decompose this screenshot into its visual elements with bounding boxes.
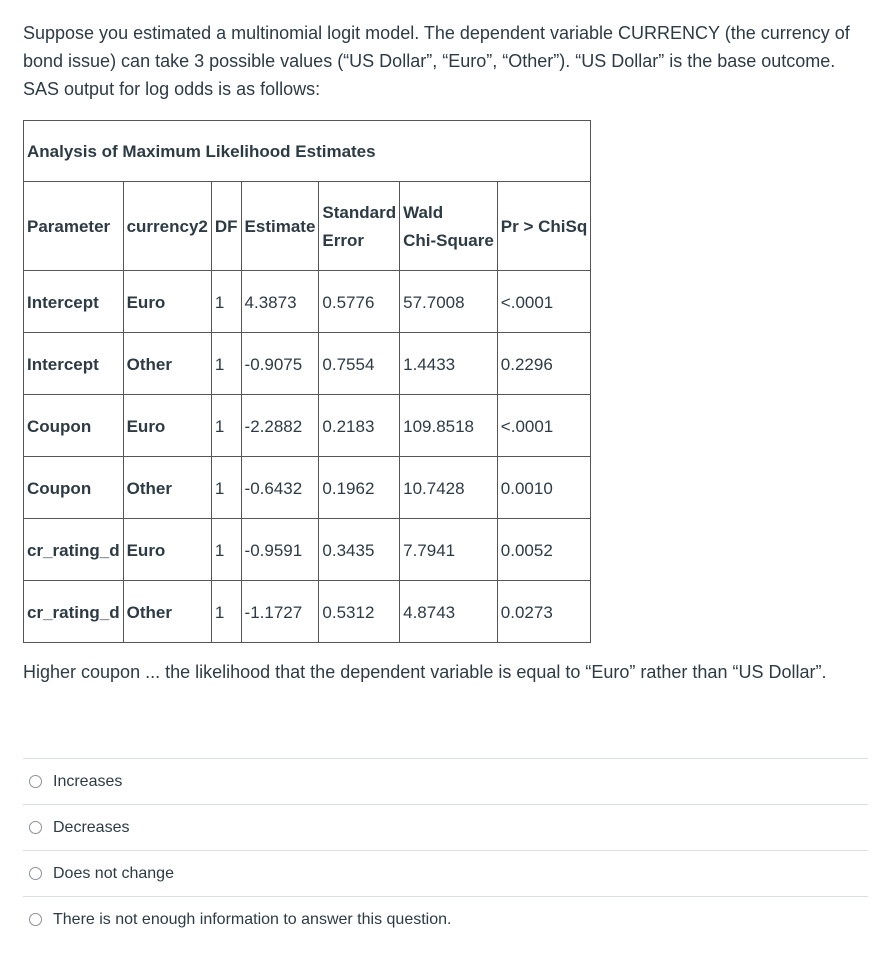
radio-button[interactable]	[29, 821, 42, 834]
table-row	[24, 333, 591, 395]
cell-wald: 1.4433	[400, 333, 498, 395]
answer-label[interactable]: There is not enough information to answer this question.	[53, 910, 452, 928]
answer-option-decreases[interactable]	[23, 804, 868, 850]
cell-pr: 0.2296	[497, 333, 590, 395]
cell-stderr: 0.5312	[319, 581, 400, 643]
cell-parameter: cr_rating_d	[24, 581, 124, 643]
cell-wald: 4.8743	[400, 581, 498, 643]
mle-table	[23, 120, 591, 643]
cell-wald: 109.8518	[400, 395, 498, 457]
cell-parameter: cr_rating_d	[24, 519, 124, 581]
cell-pr: 0.0010	[497, 457, 590, 519]
header-df: DF	[211, 182, 241, 271]
cell-currency2: Other	[123, 581, 211, 643]
question-intro: Suppose you estimated a multinomial logit model. The dependent variable CURRENCY (the currency of bond issue) can take 3 possible values (“US Dollar”, “Euro”, “Other”). “US Dollar” is the base outcome. SAS output for log odds is as follows:	[23, 23, 850, 99]
cell-parameter: Coupon	[24, 395, 124, 457]
cell-df: 1	[211, 395, 241, 457]
header-standard-error	[319, 182, 400, 271]
cell-currency2: Euro	[123, 519, 211, 581]
cell-stderr: 0.1962	[319, 457, 400, 519]
cell-currency2: Euro	[123, 395, 211, 457]
table-row	[24, 457, 591, 519]
answer-list	[23, 758, 868, 942]
cell-pr: <.0001	[497, 271, 590, 333]
cell-parameter: Coupon	[24, 457, 124, 519]
cell-wald: 57.7008	[400, 271, 498, 333]
cell-stderr: 0.2183	[319, 395, 400, 457]
cell-currency2: Other	[123, 333, 211, 395]
cell-stderr: 0.3435	[319, 519, 400, 581]
cell-df: 1	[211, 581, 241, 643]
cell-estimate: -0.9591	[241, 519, 319, 581]
table-row	[24, 395, 591, 457]
cell-df: 1	[211, 271, 241, 333]
cell-estimate: -1.1727	[241, 581, 319, 643]
cell-pr: <.0001	[497, 395, 590, 457]
answer-label[interactable]: Decreases	[53, 818, 130, 836]
cell-df: 1	[211, 457, 241, 519]
answer-option-increases[interactable]	[23, 758, 868, 804]
cell-estimate: -0.9075	[241, 333, 319, 395]
cell-estimate: -0.6432	[241, 457, 319, 519]
header-stderr-line1: Standard	[322, 203, 397, 222]
cell-wald: 10.7428	[400, 457, 498, 519]
table-row	[24, 271, 591, 333]
header-currency2: currency2	[123, 182, 211, 271]
header-stderr-line2: Error	[322, 231, 364, 250]
question-prompt: Higher coupon ... the likelihood that the dependent variable is equal to “Euro” rather than “US Dollar”.	[23, 662, 827, 682]
cell-pr: 0.0052	[497, 519, 590, 581]
table-header-row	[24, 182, 591, 271]
header-estimate: Estimate	[241, 182, 319, 271]
cell-currency2: Euro	[123, 271, 211, 333]
radio-button[interactable]	[29, 913, 42, 926]
answer-option-not-enough-information[interactable]	[23, 896, 868, 942]
cell-df: 1	[211, 333, 241, 395]
answer-option-does-not-change[interactable]	[23, 850, 868, 896]
answer-label[interactable]: Does not change	[53, 864, 174, 882]
header-pr-chisq: Pr > ChiSq	[497, 182, 590, 271]
cell-stderr: 0.5776	[319, 271, 400, 333]
header-wald-line2: Chi-Square	[403, 231, 494, 250]
cell-df: 1	[211, 519, 241, 581]
cell-wald: 7.7941	[400, 519, 498, 581]
cell-estimate: -2.2882	[241, 395, 319, 457]
table-caption-row	[24, 121, 591, 182]
cell-pr: 0.0273	[497, 581, 590, 643]
cell-parameter: Intercept	[24, 333, 124, 395]
cell-stderr: 0.7554	[319, 333, 400, 395]
table-caption: Analysis of Maximum Likelihood Estimates	[24, 121, 591, 182]
answer-label[interactable]: Increases	[53, 772, 123, 790]
header-parameter: Parameter	[24, 182, 124, 271]
table-row	[24, 519, 591, 581]
radio-button[interactable]	[29, 775, 42, 788]
cell-parameter: Intercept	[24, 271, 124, 333]
table-row	[24, 581, 591, 643]
radio-button[interactable]	[29, 867, 42, 880]
cell-currency2: Other	[123, 457, 211, 519]
header-wald-line1: Wald	[403, 203, 444, 222]
cell-estimate: 4.3873	[241, 271, 319, 333]
header-wald-chi-square	[400, 182, 498, 271]
